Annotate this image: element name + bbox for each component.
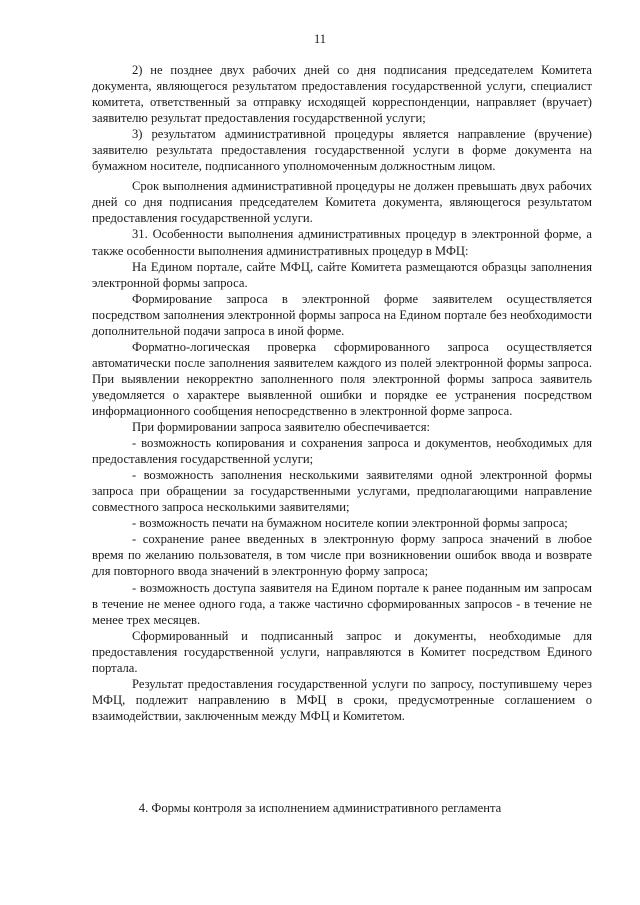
paragraph: Форматно-логическая проверка сформированного запроса осуществляется автоматически после заполнения заявителем каждого из полей электронной формы запроса. При выявлении некорректно заполненного поля электронной формы запроса заявитель уведомляется о характере выявленной ошибки и порядке ее устранения посредством информационного сообщения непосредственно в электронной форме запроса. <box>92 339 592 418</box>
paragraph: Срок выполнения административной процедуры не должен превышать двух рабочих дней со дня подписания председателем Комитета документа, являющегося результатом предоставления государственной услуги. <box>92 179 592 226</box>
list-item: - возможность печати на бумажном носителе копии электронной формы запроса; <box>132 516 568 531</box>
paragraph: Сформированный и подписанный запрос и документы, необходимые для предоставления государственной услуги, направляются в Комитет посредством Единого портала. <box>92 628 592 675</box>
list-item: - возможность копирования и сохранения запроса и документов, необходимых для предоставления государственной услуги; <box>92 436 592 467</box>
document-body <box>92 62 592 724</box>
list-item: - возможность заполнения несколькими заявителями одной электронной формы запроса при обращении за государственными услугами, предполагающими направление совместного запроса несколькими заявителями; <box>92 468 592 515</box>
paragraph: Формирование запроса в электронной форме заявителем осуществляется посредством заполнения электронной формы запроса на Едином портале без необходимости дополнительной подачи запроса в иной форме. <box>92 291 592 338</box>
paragraph: 31. Особенности выполнения административных процедур в электронной форме, а также особенности выполнения административных процедур в МФЦ: <box>92 227 592 258</box>
paragraph: Результат предоставления государственной услуги по запросу, поступившему через МФЦ, подлежит направлению в МФЦ в сроки, предусмотренные соглашением о взаимодействии, заключенным между МФЦ и Комитетом. <box>92 676 592 723</box>
section-heading: 4. Формы контроля за исполнением административного регламента <box>138 801 502 815</box>
paragraph: При формировании запроса заявителю обеспечивается: <box>132 420 431 435</box>
page-number: 11 <box>313 32 327 46</box>
paragraph: 3) результатом административной процедуры является направление (вручение) заявителю результата предоставления государственной услуги в форме документа на бумажном носителе, подписанного уполномоченным должностным лицом. <box>92 127 592 174</box>
list-item: - сохранение ранее введенных в электронную форму запроса значений в любое время по желанию пользователя, в том числе при возникновении ошибок ввода и возврате для повторного ввода значений в электронную форму запроса; <box>92 532 592 579</box>
list-item: - возможность доступа заявителя на Едином портале к ранее поданным им запросам в течение не менее одного года, а также частично сформированных запросов - в течение не менее трех месяцев. <box>92 580 592 627</box>
paragraph: На Едином портале, сайте МФЦ, сайте Комитета размещаются образцы заполнения электронной формы запроса. <box>92 259 592 290</box>
paragraph: 2) не позднее двух рабочих дней со дня подписания председателем Комитета документа, являющегося результатом предоставления государственной услуги, специалист комитета, ответственный за отправку исходящей корреспонденции, направляет (вручает) заявителю результат предоставления государственной услуги; <box>92 63 592 126</box>
